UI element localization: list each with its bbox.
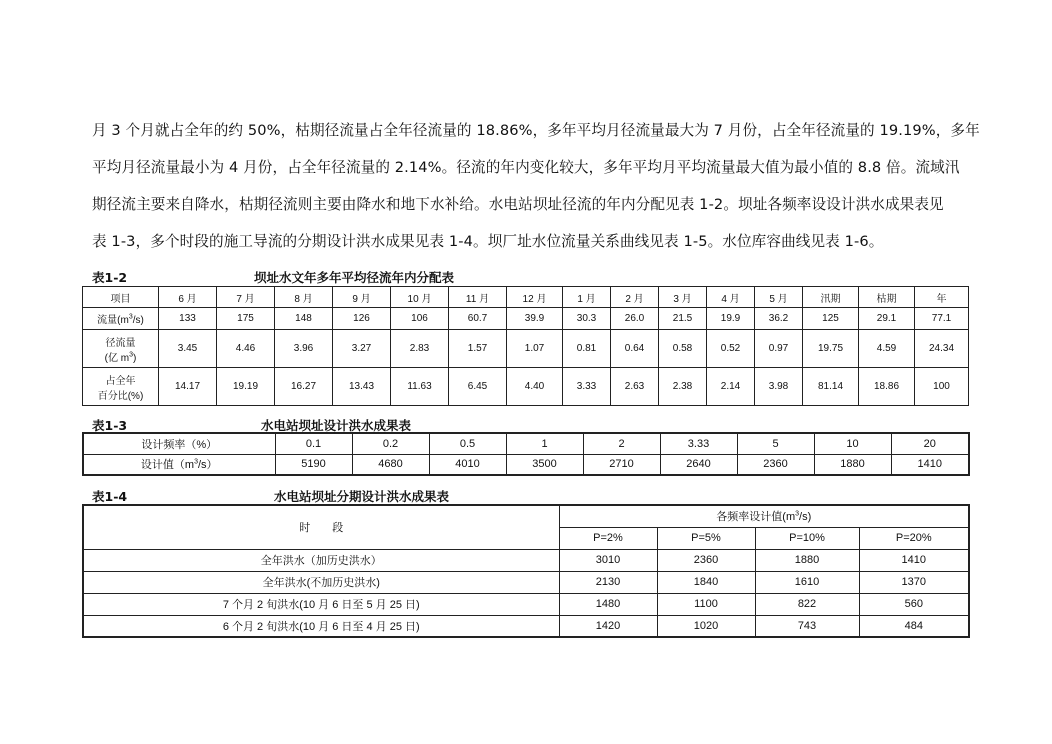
table-cell: 1370 bbox=[859, 571, 969, 593]
table-label: 表1-4 bbox=[92, 489, 128, 504]
table-cell: 484 bbox=[859, 615, 969, 637]
header-cell: 4 月 bbox=[707, 287, 755, 308]
table-cell: 19.19 bbox=[217, 368, 275, 406]
table-title: 坝址水文年多年平均径流年内分配表 bbox=[254, 270, 455, 285]
header-cell: 9 月 bbox=[333, 287, 391, 308]
table-cell: 13.43 bbox=[333, 368, 391, 406]
table-cell: 20 bbox=[891, 433, 969, 454]
table-cell: 1.57 bbox=[449, 330, 507, 368]
table-row bbox=[83, 549, 969, 571]
table-cell: 26.0 bbox=[611, 308, 659, 330]
header-cell: P=5% bbox=[657, 527, 755, 549]
table-row bbox=[83, 308, 969, 330]
paragraph-line: 期径流主要来自降水，枯期径流则主要由降水和地下水补给。水电站坝址径流的年内分配见表 1-2。坝址各频率设设计洪水成果表见 bbox=[92, 196, 944, 213]
table-title: 水电站坝址设计洪水成果表 bbox=[261, 418, 412, 433]
header-cell: 7 月 bbox=[217, 287, 275, 308]
table-row bbox=[83, 593, 969, 615]
header-cell: 枯期 bbox=[859, 287, 915, 308]
table-cell: 21.5 bbox=[659, 308, 707, 330]
table-cell: 19.75 bbox=[803, 330, 859, 368]
table-cell: 29.1 bbox=[859, 308, 915, 330]
table-cell: 18.86 bbox=[859, 368, 915, 406]
table-cell: 100 bbox=[915, 368, 969, 406]
table-cell: 106 bbox=[391, 308, 449, 330]
table-cell: 19.9 bbox=[707, 308, 755, 330]
period-header: 时 段 bbox=[83, 505, 559, 549]
table-cell: 1480 bbox=[559, 593, 657, 615]
table-cell: 2.63 bbox=[611, 368, 659, 406]
header-cell: 10 月 bbox=[391, 287, 449, 308]
table-cell: 1.07 bbox=[507, 330, 563, 368]
table-cell: 39.9 bbox=[507, 308, 563, 330]
table-cell: 1840 bbox=[657, 571, 755, 593]
table-title: 水电站坝址分期设计洪水成果表 bbox=[274, 489, 450, 504]
table-row bbox=[83, 433, 969, 454]
table-cell: 36.2 bbox=[755, 308, 803, 330]
table-cell: 0.64 bbox=[611, 330, 659, 368]
table-cell: 3.27 bbox=[333, 330, 391, 368]
table-header-row bbox=[83, 505, 969, 527]
row-label: 占全年 百分比(%) bbox=[83, 368, 159, 406]
table-cell: 4680 bbox=[352, 454, 429, 475]
table-1-4 bbox=[82, 504, 970, 638]
header-cell: 3 月 bbox=[659, 287, 707, 308]
table-label: 表1-2 bbox=[92, 270, 128, 285]
table-header-row bbox=[83, 287, 969, 308]
table-cell: 1410 bbox=[891, 454, 969, 475]
table-cell: 1880 bbox=[755, 549, 859, 571]
table-cell: 175 bbox=[217, 308, 275, 330]
paragraph-line: 表 1-3，多个时段的施工导流的分期设计洪水成果见表 1-4。坝厂址水位流量关系曲线见表 1-5。水位库容曲线见表 1-6。 bbox=[92, 233, 884, 250]
table-cell: 0.1 bbox=[275, 433, 352, 454]
header-cell: 12 月 bbox=[507, 287, 563, 308]
body-paragraph bbox=[92, 112, 980, 260]
table-cell: 4.40 bbox=[507, 368, 563, 406]
table-cell: 1880 bbox=[814, 454, 891, 475]
table-row bbox=[83, 454, 969, 475]
table-row bbox=[83, 571, 969, 593]
table-cell: 11.63 bbox=[391, 368, 449, 406]
table-cell: 0.52 bbox=[707, 330, 755, 368]
table-cell: 3010 bbox=[559, 549, 657, 571]
header-cell: 项目 bbox=[83, 287, 159, 308]
table-cell: 1100 bbox=[657, 593, 755, 615]
table-1-2 bbox=[82, 286, 969, 406]
table-cell: 4.46 bbox=[217, 330, 275, 368]
table-cell: 77.1 bbox=[915, 308, 969, 330]
table-cell: 5190 bbox=[275, 454, 352, 475]
table-cell: 3.45 bbox=[159, 330, 217, 368]
table-row bbox=[83, 368, 969, 406]
header-cell: 6 月 bbox=[159, 287, 217, 308]
table-cell: 3.96 bbox=[275, 330, 333, 368]
table-cell: 14.17 bbox=[159, 368, 217, 406]
period-cell: 6 个月 2 旬洪水(10 月 6 日至 4 月 25 日) bbox=[83, 615, 559, 637]
header-cell: 汛期 bbox=[803, 287, 859, 308]
table-cell: 0.97 bbox=[755, 330, 803, 368]
table-cell: 1610 bbox=[755, 571, 859, 593]
table-cell: 5 bbox=[737, 433, 814, 454]
header-cell: P=2% bbox=[559, 527, 657, 549]
header-cell: P=20% bbox=[859, 527, 969, 549]
table-cell: 2710 bbox=[583, 454, 660, 475]
header-cell: 5 月 bbox=[755, 287, 803, 308]
table-cell: 1 bbox=[506, 433, 583, 454]
table-cell: 2.14 bbox=[707, 368, 755, 406]
table-cell: 133 bbox=[159, 308, 217, 330]
table-cell: 2.38 bbox=[659, 368, 707, 406]
table-cell: 2360 bbox=[657, 549, 755, 571]
group-header: 各频率设计值$(m^3/s)$ bbox=[559, 505, 969, 527]
table-cell: 4.59 bbox=[859, 330, 915, 368]
row-label: 径流量 (亿 $m^3$) bbox=[83, 330, 159, 368]
paragraph-line: 月 3 个月就占全年的约 50%，枯期径流量占全年径流量的 18.86%，多年平均月径流量最大为 7 月份，占全年径流量的 19.19%，多年 bbox=[92, 122, 980, 139]
table-cell: 2640 bbox=[660, 454, 737, 475]
header-cell: 1 月 bbox=[563, 287, 611, 308]
table-cell: 1420 bbox=[559, 615, 657, 637]
table-cell: 125 bbox=[803, 308, 859, 330]
paragraph-line: 平均月径流量最小为 4 月份，占全年径流量的 2.14%。径流的年内变化较大，多年平均月平均流量最大值为最小值的 8.8 倍。流域汛 bbox=[92, 159, 960, 176]
table-cell: 60.7 bbox=[449, 308, 507, 330]
table-cell: 560 bbox=[859, 593, 969, 615]
header-cell: 2 月 bbox=[611, 287, 659, 308]
period-cell: 全年洪水(不加历史洪水) bbox=[83, 571, 559, 593]
row-label: 设计频率（%） bbox=[83, 433, 275, 454]
table-cell: 0.81 bbox=[563, 330, 611, 368]
table-cell: 10 bbox=[814, 433, 891, 454]
table-cell: 0.2 bbox=[352, 433, 429, 454]
table-cell: 6.45 bbox=[449, 368, 507, 406]
header-cell: P=10% bbox=[755, 527, 859, 549]
table-cell: 3.33 bbox=[660, 433, 737, 454]
table-cell: 16.27 bbox=[275, 368, 333, 406]
header-cell: 8 月 bbox=[275, 287, 333, 308]
table-cell: 126 bbox=[333, 308, 391, 330]
table-label: 表1-3 bbox=[92, 418, 128, 433]
row-label: 流量$(m^3/s)$ bbox=[83, 308, 159, 330]
table-cell: 2 bbox=[583, 433, 660, 454]
table-cell: 743 bbox=[755, 615, 859, 637]
period-cell: 全年洪水（加历史洪水） bbox=[83, 549, 559, 571]
table-cell: 2130 bbox=[559, 571, 657, 593]
table-cell: 1020 bbox=[657, 615, 755, 637]
row-label: 设计值$(m^3/s)$ bbox=[83, 454, 275, 475]
table-cell: 822 bbox=[755, 593, 859, 615]
table-cell: 148 bbox=[275, 308, 333, 330]
table-row bbox=[83, 615, 969, 637]
table-row bbox=[83, 330, 969, 368]
table-cell: 4010 bbox=[429, 454, 506, 475]
table-cell: 1410 bbox=[859, 549, 969, 571]
table-cell: 2.83 bbox=[391, 330, 449, 368]
table-cell: 3500 bbox=[506, 454, 583, 475]
table-1-3 bbox=[82, 432, 970, 476]
table-cell: 81.14 bbox=[803, 368, 859, 406]
table-cell: 3.98 bbox=[755, 368, 803, 406]
table-cell: 30.3 bbox=[563, 308, 611, 330]
header-cell: 年 bbox=[915, 287, 969, 308]
header-cell: 11 月 bbox=[449, 287, 507, 308]
period-cell: 7 个月 2 旬洪水(10 月 6 日至 5 月 25 日) bbox=[83, 593, 559, 615]
table-cell: 24.34 bbox=[915, 330, 969, 368]
table-cell: 3.33 bbox=[563, 368, 611, 406]
table-cell: 0.5 bbox=[429, 433, 506, 454]
table-cell: 0.58 bbox=[659, 330, 707, 368]
table-cell: 2360 bbox=[737, 454, 814, 475]
